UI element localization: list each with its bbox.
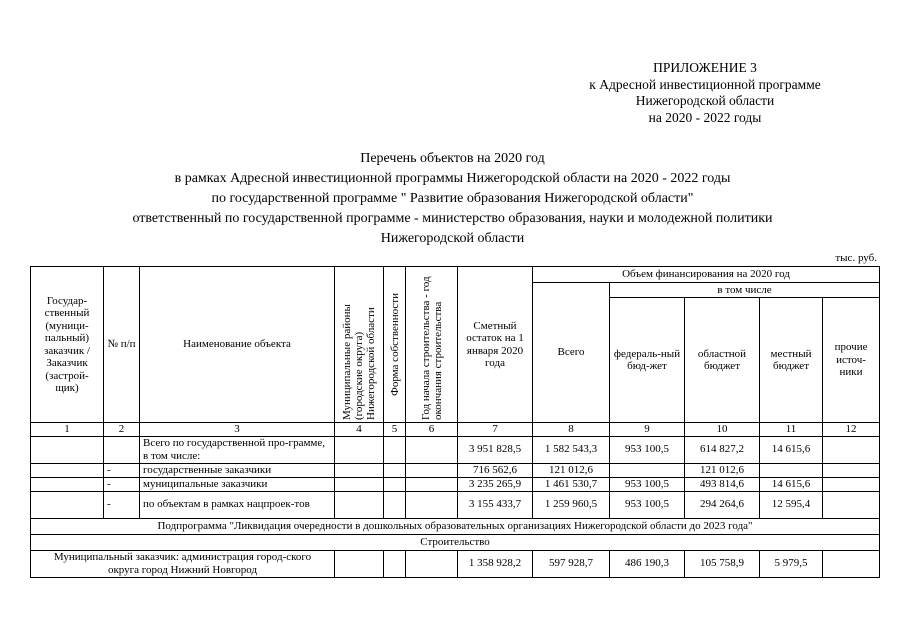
header-municipal-districts-text: Муниципальные районы (городские округа) Нижегородской области bbox=[341, 303, 377, 420]
header-funding-volume: Объем финансирования на 2020 год bbox=[533, 267, 880, 283]
row-local: 14 615,6 bbox=[760, 436, 823, 463]
row-ownership bbox=[384, 477, 406, 491]
row-number: - bbox=[104, 491, 140, 518]
row-district bbox=[335, 463, 384, 477]
row-estimate: 716 562,6 bbox=[458, 463, 533, 477]
municipal-customer: Муниципальный заказчик: администрация город-ского округа город Нижний Новгород bbox=[31, 550, 335, 577]
row-regional: 614 827,2 bbox=[685, 436, 760, 463]
row-years bbox=[406, 463, 458, 477]
row-district bbox=[335, 436, 384, 463]
row-years bbox=[406, 550, 458, 577]
title-line-3: по государственной программе " Развитие образования Нижегородской области" bbox=[211, 191, 694, 206]
header-object-name: Наименование объекта bbox=[140, 267, 335, 423]
column-number: 12 bbox=[823, 423, 880, 437]
row-other bbox=[823, 436, 880, 463]
row-district bbox=[335, 550, 384, 577]
column-number: 10 bbox=[685, 423, 760, 437]
header-including: в том числе bbox=[610, 283, 880, 298]
row-local bbox=[760, 463, 823, 477]
row-object-name: по объектам в рамках нацпроек-тов bbox=[140, 491, 335, 518]
row-customer bbox=[31, 491, 104, 518]
document-title bbox=[20, 149, 885, 249]
row-other bbox=[823, 491, 880, 518]
column-number: 11 bbox=[760, 423, 823, 437]
column-numbers-row bbox=[31, 423, 880, 437]
section-row bbox=[31, 534, 880, 550]
row-number: - bbox=[104, 463, 140, 477]
row-federal: 953 100,5 bbox=[610, 491, 685, 518]
header-years bbox=[406, 267, 458, 423]
row-other bbox=[823, 550, 880, 577]
row-local: 12 595,4 bbox=[760, 491, 823, 518]
row-total: 1 582 543,3 bbox=[533, 436, 610, 463]
row-years bbox=[406, 491, 458, 518]
row-estimate: 3 951 828,5 bbox=[458, 436, 533, 463]
section-title: Строительство bbox=[31, 534, 880, 550]
column-number: 2 bbox=[104, 423, 140, 437]
title-line-2: в рамках Адресной инвестиционной программы Нижегородской области на 2020 - 2022 годы bbox=[174, 171, 731, 186]
column-number: 7 bbox=[458, 423, 533, 437]
appendix-line-2: к Адресной инвестиционной программе bbox=[589, 76, 821, 92]
row-years bbox=[406, 436, 458, 463]
subprogram-title: Подпрограмма "Ликвидация очередности в дошкольных образовательных организациях Нижегородской области до 2023 года" bbox=[31, 518, 880, 534]
header-federal: федераль-ный бюд-жет bbox=[610, 298, 685, 423]
row-object-name: Всего по государственной про-грамме, в том числе: bbox=[140, 436, 335, 463]
header-regional: областной бюджет bbox=[685, 298, 760, 423]
row-federal: 486 190,3 bbox=[610, 550, 685, 577]
table-row bbox=[31, 477, 880, 491]
column-number: 5 bbox=[384, 423, 406, 437]
title-line-4: ответственный по государственной программе - министерство образования, науки и молодежной политики bbox=[132, 211, 773, 226]
row-customer bbox=[31, 463, 104, 477]
appendix-header bbox=[560, 60, 850, 126]
title-line-1: Перечень объектов на 2020 год bbox=[360, 151, 545, 166]
row-regional: 493 814,6 bbox=[685, 477, 760, 491]
row-other bbox=[823, 477, 880, 491]
row-number bbox=[104, 436, 140, 463]
table-row bbox=[31, 550, 880, 577]
row-district bbox=[335, 491, 384, 518]
row-estimate: 3 155 433,7 bbox=[458, 491, 533, 518]
header-ownership-form bbox=[384, 267, 406, 423]
appendix-line-4: на 2020 - 2022 годы bbox=[648, 109, 762, 125]
row-total: 121 012,6 bbox=[533, 463, 610, 477]
row-ownership bbox=[384, 436, 406, 463]
column-number: 1 bbox=[31, 423, 104, 437]
row-other bbox=[823, 463, 880, 477]
appendix-line-1: ПРИЛОЖЕНИЕ 3 bbox=[653, 60, 757, 75]
subprogram-row bbox=[31, 518, 880, 534]
row-federal: 953 100,5 bbox=[610, 477, 685, 491]
row-estimate: 3 235 265,9 bbox=[458, 477, 533, 491]
title-line-5: Нижегородской области bbox=[380, 231, 525, 246]
header-years-text: Год начала строительства - год окончания строительства bbox=[419, 275, 444, 420]
column-number: 6 bbox=[406, 423, 458, 437]
row-object-name: муниципальные заказчики bbox=[140, 477, 335, 491]
row-regional: 105 758,9 bbox=[685, 550, 760, 577]
table-row bbox=[31, 436, 880, 463]
column-number: 3 bbox=[140, 423, 335, 437]
units-label: тыс. руб. bbox=[835, 252, 877, 264]
table-row bbox=[31, 463, 880, 477]
row-ownership bbox=[384, 491, 406, 518]
header-ownership-form-text: Форма собственности bbox=[388, 293, 401, 396]
row-ownership bbox=[384, 550, 406, 577]
row-customer bbox=[31, 436, 104, 463]
header-other: прочие источ-ники bbox=[823, 298, 880, 423]
header-estimate-remainder: Сметный остаток на 1 января 2020 года bbox=[458, 267, 533, 423]
row-ownership bbox=[384, 463, 406, 477]
row-estimate: 1 358 928,2 bbox=[458, 550, 533, 577]
row-total: 1 259 960,5 bbox=[533, 491, 610, 518]
row-total: 597 928,7 bbox=[533, 550, 610, 577]
row-total: 1 461 530,7 bbox=[533, 477, 610, 491]
header-local: местный бюджет bbox=[760, 298, 823, 423]
row-object-name: государственные заказчики bbox=[140, 463, 335, 477]
row-regional: 121 012,6 bbox=[685, 463, 760, 477]
appendix-line-3: Нижегородской области bbox=[635, 93, 775, 108]
row-customer bbox=[31, 477, 104, 491]
header-municipal-districts bbox=[335, 267, 384, 423]
column-number: 8 bbox=[533, 423, 610, 437]
column-number: 4 bbox=[335, 423, 384, 437]
row-number: - bbox=[104, 477, 140, 491]
header-total: Всего bbox=[533, 283, 610, 423]
row-district bbox=[335, 477, 384, 491]
table-row bbox=[31, 491, 880, 518]
column-number: 9 bbox=[610, 423, 685, 437]
funding-table bbox=[30, 266, 880, 578]
row-regional: 294 264,6 bbox=[685, 491, 760, 518]
header-number: № п/п bbox=[104, 267, 140, 423]
row-years bbox=[406, 477, 458, 491]
row-federal bbox=[610, 463, 685, 477]
row-federal: 953 100,5 bbox=[610, 436, 685, 463]
row-local: 5 979,5 bbox=[760, 550, 823, 577]
row-local: 14 615,6 bbox=[760, 477, 823, 491]
header-customer: Государ-ственный (муници-пальный) заказчик / Заказчик (застрой-щик) bbox=[31, 267, 104, 423]
